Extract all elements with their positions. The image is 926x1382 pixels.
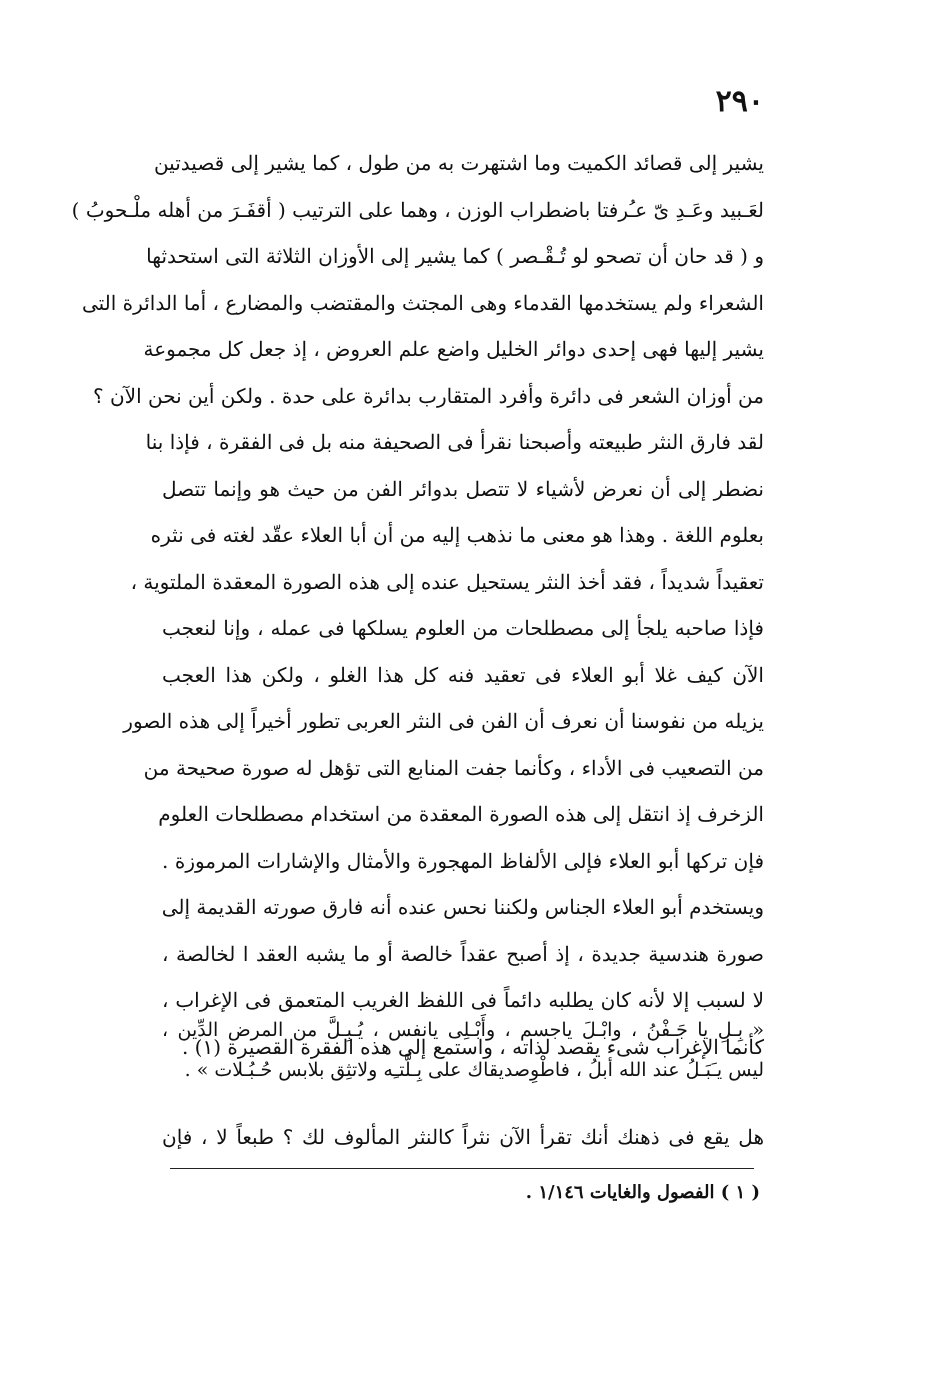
page-number: ٢٩٠: [715, 84, 764, 119]
quote-line: ليس يـَبَـلُ عند الله أبلُ ، فاطْوِصديقاك على بِـلَّتـِه ولاتثِق بلابس حُـبُـلات » .: [184, 1059, 764, 1081]
text-line: نضطر إلى أن نعرض لأشياء لا تتصل بدوائر الفن من حيث هو وإنما تتصل: [162, 476, 764, 501]
text-line: بعلوم اللغة . وهذا هو معنى ما نذهب إليه من أن أبا العلاء عقّد لغته فى نثره: [150, 523, 764, 547]
text-line: فإذا صاحبه يلجأ إلى مصطلحات من العلوم يسلكها فى عمله ، وإنا لنعجب: [162, 616, 764, 640]
text-line: تعقيداً شديداً ، فقد أخذ النثر يستحيل عنده إلى هذه الصورة المعقدة الملتوية ،: [130, 569, 764, 594]
text-line: يشير إليها فهى إحدى دوائر الخليل واضع علم العروض ، إذ جعل كل مجموعة: [143, 337, 764, 361]
text-line: الشعراء ولم يستخدمها القدماء وهى المجتث والمقتضب والمضارع ، أما الدائرة التى: [81, 290, 764, 315]
quoted-passage: [162, 1010, 764, 1090]
footnote-divider: [170, 1168, 754, 1169]
text-line: من التصعيب فى الأداء ، وكأنما جفت المنابع التى تؤهل له صورة صحيحة من: [143, 755, 764, 780]
text-line: فإن تركها أبو العلاء فإلى الألفاظ المهجورة والأمثال والإشارات المرموزة .: [162, 848, 764, 873]
text-line: كأنما الإغراب شىء يقصد لذاته ، واستمع إلى هذه الفقرة القصيرة (١) .: [181, 1034, 764, 1059]
text-line: الآن كيف غلا أبو العلاء فى تعقيد فنه كل هذا الغلو ، ولكن هذا العجب: [162, 662, 764, 687]
text-line: لقد فارق النثر طبيعته وأصبحنا نقرأ فى الصحيفة منه بل فى الفقرة ، فإذا بنا: [145, 430, 764, 454]
text-line: من أوزان الشعر فى دائرة وأفرد المتقارب بدائرة على حدة . ولكن أين نحن الآن ؟: [93, 383, 764, 408]
closing-paragraph: [162, 1114, 764, 1161]
text-line: صورة هندسية جديدة ، إذ أصبح عقداً خالصة أو ما يشبه العقد ا لخالصة ،: [162, 941, 764, 966]
text-line: و ( قد حان أن تصحو لو تُـقْـصر ) كما يشير إلى الأوزان الثلاثة التى استحدثها: [146, 244, 764, 268]
text-line: هل يقع فى ذهنك أنك تقرأ الآن نثراً كالنثر المألوف لك ؟ طبعاً لا ، فإن: [162, 1125, 764, 1149]
footnote: ( ١ ) الفصول والغايات ١/١٤٦ .: [525, 1182, 760, 1203]
quote-line: « بِـلِ يا جَـفْنُ ، وابْـلَ ياجسم ، وأَبْـلِى يانفس ، يُـبِـلَّ من المرض الدِّين ،: [162, 1019, 764, 1041]
text-line: لا لسبب إلا لأنه كان يطلبه دائماً فى اللفظ الغريب المتعمق فى الإغراب ،: [162, 988, 764, 1012]
text-line: لعَـبيد وعَـدِ ىّ عـُرفتا باضطراب الوزن ، وهما على الترتيب ( أقفَـرَ من أهله ملْـحوبُ ): [71, 197, 764, 222]
main-paragraph: [71, 140, 764, 1070]
text-line: الزخرف إذ انتقل إلى هذه الصورة المعقدة من استخدام مصطلحات العلوم: [158, 802, 764, 826]
text-line: يشير إلى قصائد الكميت وما اشتهرت به من طول ، كما يشير إلى قصيدتين: [153, 151, 764, 175]
text-line: ويستخدم أبو العلاء الجناس ولكننا نحس عنده أنه فارق صورته القديمة إلى: [161, 895, 764, 919]
text-line: يزيله من نفوسنا أن نعرف أن الفن فى النثر العربى تطور أخيراً إلى هذه الصور: [123, 709, 764, 733]
